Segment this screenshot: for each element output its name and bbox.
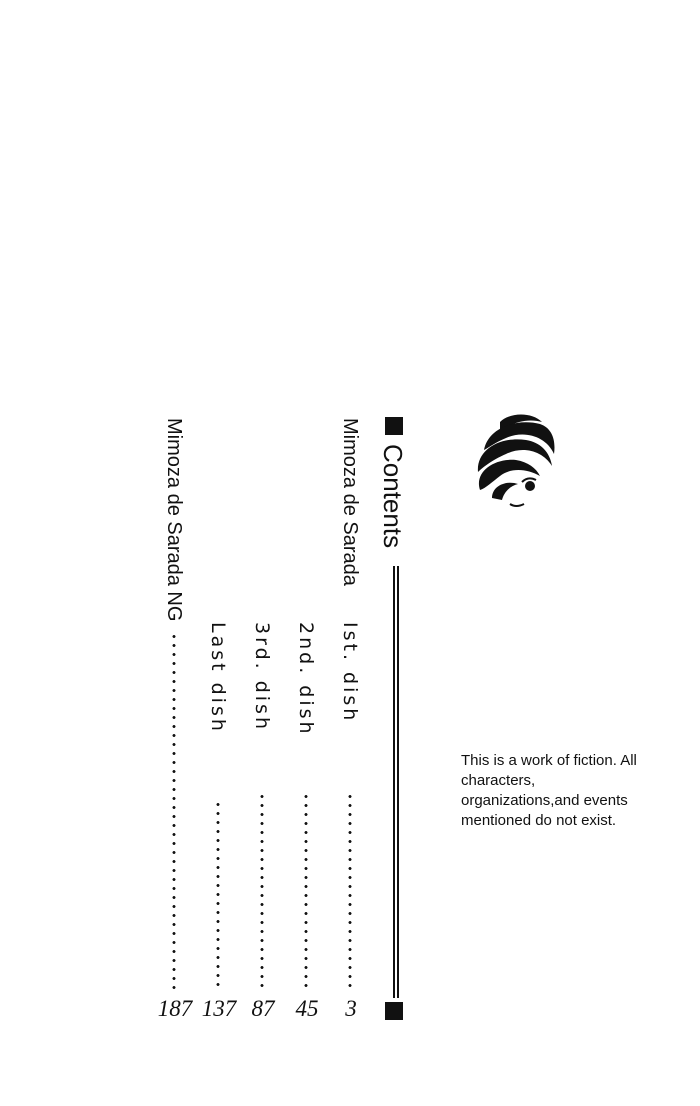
header-rule-right bbox=[397, 566, 399, 998]
header-square-bottom bbox=[385, 1002, 403, 1020]
chapter-1-page: 3 bbox=[345, 996, 357, 1021]
extra-leader bbox=[172, 632, 176, 990]
chapter-1-label: Ist. dish bbox=[339, 622, 361, 724]
header-square-top bbox=[385, 417, 403, 435]
disclaimer-text: This is a work of fiction. All characters, organizations,and events mentioned do not exist. bbox=[461, 752, 637, 829]
contents-heading: Contents bbox=[378, 444, 408, 549]
publisher-logo bbox=[470, 410, 560, 510]
chapter-3-leader bbox=[260, 792, 264, 990]
chapter-3-label: 3rd. dish bbox=[251, 622, 273, 732]
series-title: Mimoza de Sarada bbox=[339, 418, 361, 586]
header-rule-left bbox=[393, 566, 395, 998]
chapter-4-leader bbox=[216, 800, 220, 990]
extra-page: 187 bbox=[157, 996, 193, 1021]
chapter-2-label: 2nd. dish bbox=[295, 622, 317, 737]
chapter-2-page: 45 bbox=[295, 996, 319, 1021]
extra-title: Mimoza de Sarada NG bbox=[163, 418, 185, 622]
chapter-4-label: Last dish bbox=[207, 622, 229, 734]
chapter-2-leader bbox=[304, 792, 308, 990]
chapter-3-page: 87 bbox=[251, 996, 275, 1021]
chapter-1-leader bbox=[348, 792, 352, 990]
chapter-4-page: 137 bbox=[201, 996, 237, 1021]
